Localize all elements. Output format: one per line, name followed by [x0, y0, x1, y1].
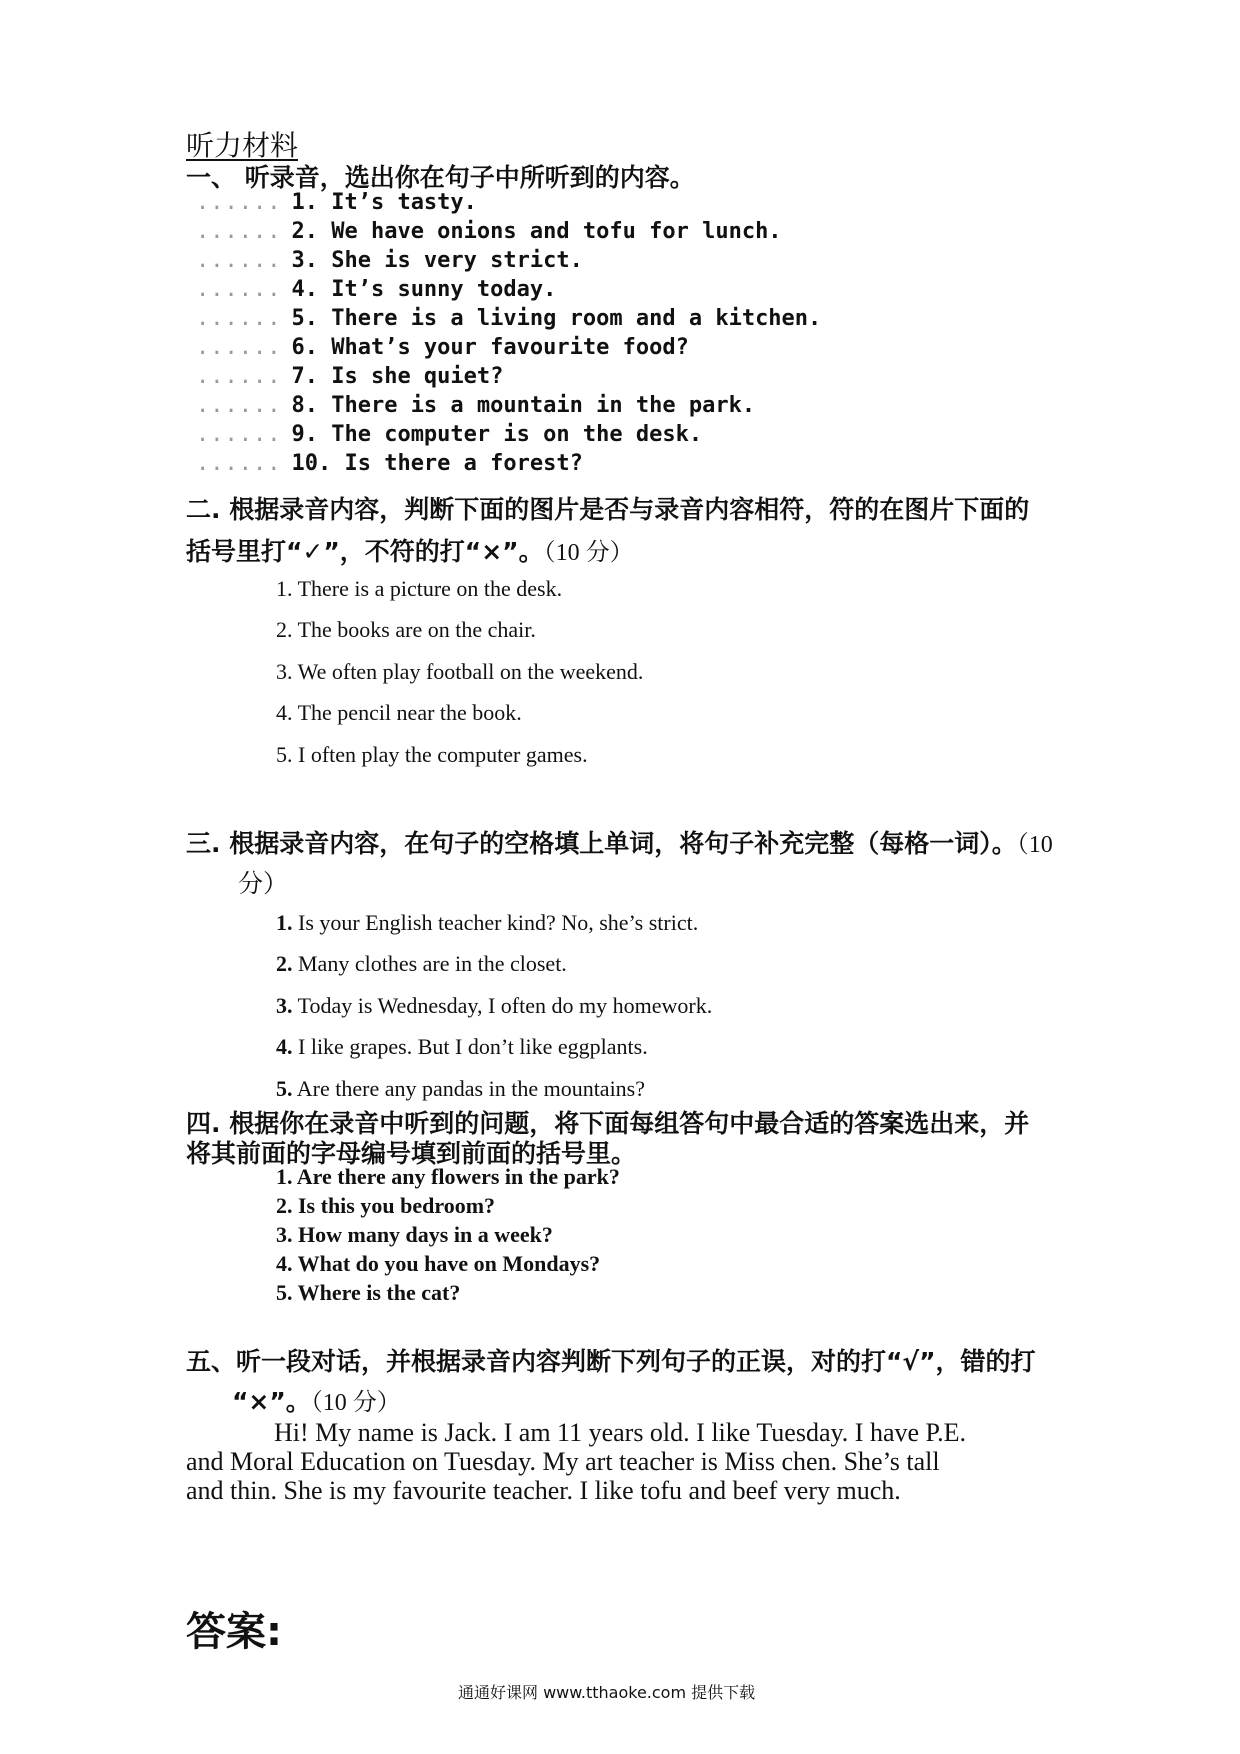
section4-item: 4. What do you have on Mondays? [276, 1251, 601, 1276]
section2-item: 1. There is a picture on the desk. [276, 576, 563, 601]
section3-item [276, 1076, 645, 1102]
item-text: Are there any pandas in the mountains? [292, 1076, 646, 1101]
section4-item: 3. How many days in a week? [276, 1222, 553, 1247]
item-text: 3. She is very strict. [291, 248, 583, 273]
section2-points: （10 分） [543, 540, 634, 566]
item-number: 2. [276, 951, 293, 976]
passage-line: and thin. She is my favourite teacher. I like tofu and beef very much. [186, 1476, 901, 1505]
section1-heading: 一、 听录音，选出你在句子中所听到的内容。 [186, 163, 695, 192]
item-text: 10. Is there a forest? [291, 451, 583, 476]
dotted-leader: ...... [196, 248, 282, 273]
item-text: 4. It’s sunny today. [291, 277, 557, 302]
item-number: 1. [276, 910, 293, 935]
section1-item [196, 277, 556, 302]
section4-item: 5. Where is the cat? [276, 1280, 461, 1305]
answers-heading: 答案: [186, 1609, 282, 1655]
footer-credit: 通通好课网 www.tthaoke.com 提供下载 [458, 1683, 756, 1702]
section1-item [196, 190, 477, 215]
item-text: 7. Is she quiet? [291, 364, 504, 389]
item-text: Is your English teacher kind? No, she’s strict. [292, 910, 699, 935]
dotted-leader: ...... [196, 277, 282, 302]
dotted-leader: ...... [196, 364, 282, 389]
section1-item [196, 451, 583, 476]
section3-points: （10 [1016, 832, 1053, 858]
dotted-leader: ...... [196, 451, 282, 476]
item-text: 8. There is a mountain in the park. [291, 393, 756, 418]
dotted-leader: ...... [196, 219, 282, 244]
section3-item [276, 910, 698, 936]
section3-item [276, 1034, 648, 1060]
item-text: I like grapes. But I don’t like eggplants. [292, 1034, 648, 1059]
section4-item: 2. Is this you bedroom? [276, 1193, 496, 1218]
dotted-leader: ...... [196, 335, 282, 360]
section3-item [276, 993, 712, 1019]
section3-heading-line2: 分） [238, 869, 289, 898]
section3-heading-line1 [186, 824, 1053, 860]
section4-item: 1. Are there any flowers in the park? [276, 1164, 620, 1189]
section2-item: 3. We often play football on the weekend. [276, 659, 644, 684]
section5-heading-text: “×”。 [232, 1387, 311, 1416]
item-text: 9. The computer is on the desk. [291, 422, 703, 447]
item-text: 1. It’s tasty. [291, 190, 477, 215]
section2-heading-line2 [186, 532, 634, 568]
section3-item [276, 951, 567, 977]
section2-item: 4. The pencil near the book. [276, 700, 522, 725]
item-text: 5. There is a living room and a kitchen. [291, 306, 822, 331]
item-text: 6. What’s your favourite food? [291, 335, 689, 360]
section1-item [196, 422, 702, 447]
section5-points: （10 分） [310, 1390, 401, 1416]
section3-heading-text: 三. 根据录音内容，在句子的空格填上单词，将句子补充完整（每格一词）。 [186, 829, 1017, 858]
section1-item [196, 335, 689, 360]
item-number: 3. [276, 993, 293, 1018]
section1-item [196, 248, 583, 273]
section1-item [196, 393, 755, 418]
section2-item: 5. I often play the computer games. [276, 742, 588, 767]
section2-heading-line1: 二. 根据录音内容，判断下面的图片是否与录音内容相符，符的在图片下面的 [186, 495, 1030, 524]
item-text: Many clothes are in the closet. [292, 951, 567, 976]
section5-heading-line2 [232, 1382, 401, 1418]
section4-heading-line1: 四. 根据你在录音中听到的问题，将下面每组答句中最合适的答案选出来，并 [186, 1109, 1030, 1138]
item-number: 5. [276, 1076, 293, 1101]
dotted-leader: ...... [196, 393, 282, 418]
dotted-leader: ...... [196, 306, 282, 331]
passage-line: and Moral Education on Tuesday. My art teacher is Miss chen. She’s tall [186, 1447, 940, 1476]
item-number: 4. [276, 1034, 293, 1059]
dotted-leader: ...... [196, 422, 282, 447]
item-text: Today is Wednesday, I often do my homework. [292, 993, 713, 1018]
passage-line: Hi! My name is Jack. I am 11 years old. I like Tuesday. I have P.E. [274, 1418, 967, 1447]
section2-heading-text: 括号里打“✓”，不符的打“×”。 [186, 537, 544, 566]
item-text: 2. We have onions and tofu for lunch. [291, 219, 782, 244]
section4-heading-line2: 将其前面的字母编号填到前面的括号里。 [186, 1139, 637, 1168]
section1-item [196, 364, 503, 389]
section2-item: 2. The books are on the chair. [276, 617, 536, 642]
section5-heading-line1: 五、听一段对话，并根据录音内容判断下列句子的正误，对的打“√”，错的打 [186, 1347, 1036, 1376]
page-title: 听力材料 [186, 129, 299, 162]
section1-item [196, 219, 782, 244]
section1-item [196, 306, 821, 331]
dotted-leader: ...... [196, 190, 282, 215]
